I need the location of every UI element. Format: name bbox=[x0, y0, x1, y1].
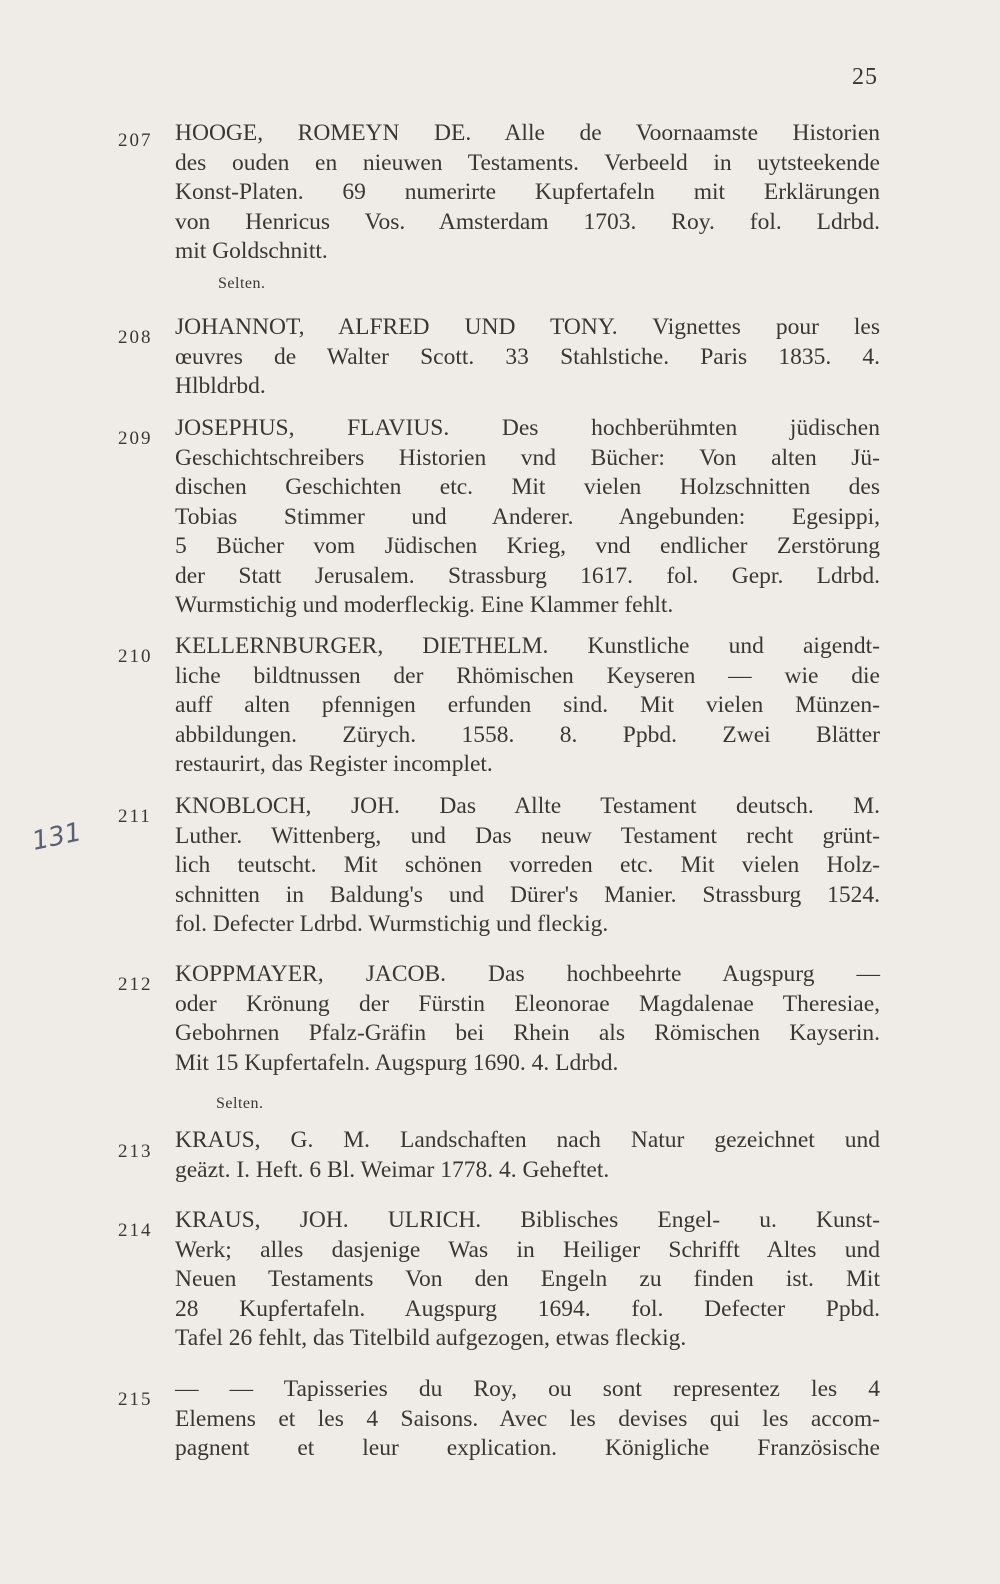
entry-line: Tobias Stimmer und Anderer. Angebunden: Egesippi, bbox=[175, 503, 880, 530]
entry-line: geäzt. I. Heft. 6 Bl. Weimar 1778. 4. Geheftet. bbox=[175, 1156, 610, 1183]
entry-number: 211 bbox=[118, 806, 152, 827]
entry-number: 209 bbox=[118, 428, 153, 449]
entry-line: liche bildtnussen der Rhömischen Keyseren — wie die bbox=[175, 662, 880, 689]
entry-line: Neuen Testaments Von den Engeln zu finden ist. Mit bbox=[175, 1266, 880, 1292]
entry-number: 212 bbox=[118, 974, 153, 995]
entry-line: Gebohrnen Pfalz-Gräfin bei Rhein als Römischen Kayserin. bbox=[175, 1020, 880, 1046]
entry-line: œuvres de Walter Scott. 33 Stahlstiche. Paris 1835. 4. bbox=[175, 343, 880, 370]
entry-line: der Statt Jerusalem. Strassburg 1617. fol. Gepr. Ldrbd. bbox=[175, 562, 880, 589]
entry-line: — — Tapisseries du Roy, ou sont representez les 4 bbox=[175, 1376, 880, 1402]
entry-line: auff alten pfennigen erfunden sind. Mit vielen Münzen- bbox=[175, 692, 880, 718]
entry-text bbox=[175, 414, 880, 621]
entry-line: pagnent et leur explication. Königliche Französische bbox=[175, 1435, 880, 1461]
entry-line: JOHANNOT, ALFRED UND TONY. Vignettes pour les bbox=[175, 314, 880, 340]
entry-line: Wurmstichig und moderfleckig. Eine Klammer fehlt. bbox=[175, 592, 674, 618]
entry-text bbox=[175, 313, 880, 402]
entry-text bbox=[175, 792, 880, 940]
entry-line: von Henricus Vos. Amsterdam 1703. Roy. fol. Ldrbd. bbox=[175, 208, 880, 235]
entry-line: dischen Geschichten etc. Mit vielen Holzschnitten des bbox=[175, 474, 880, 500]
entry-line: oder Krönung der Fürstin Eleonorae Magdalenae Theresiae, bbox=[175, 990, 880, 1017]
entry-line: Werk; alles dasjenige Was in Heiliger Schrifft Altes und bbox=[175, 1236, 880, 1263]
handwritten-margin-note: 131 bbox=[29, 817, 85, 857]
entry-text bbox=[175, 632, 880, 780]
entry-line: lich teutscht. Mit schönen vorreden etc. Mit vielen Holz- bbox=[175, 852, 880, 878]
entry-line: Tafel 26 fehlt, das Titelbild aufgezogen, etwas fleckig. bbox=[175, 1325, 687, 1351]
page-number: 25 bbox=[852, 64, 878, 90]
entry-line: 28 Kupfertafeln. Augspurg 1694. fol. Defecter Ppbd. bbox=[175, 1295, 880, 1322]
entry-line: KRAUS, G. M. Landschaften nach Natur gezeichnet und bbox=[175, 1127, 880, 1153]
entry-text bbox=[175, 1206, 880, 1354]
entry-text bbox=[175, 119, 880, 267]
entry-number: 207 bbox=[118, 130, 153, 151]
entry-number: 214 bbox=[118, 1220, 153, 1241]
entry-note: Selten. bbox=[216, 1095, 264, 1112]
entry-line: JOSEPHUS, FLAVIUS. Des hochberühmten jüdischen bbox=[175, 415, 880, 441]
entry-text bbox=[175, 1126, 880, 1185]
entry-line: restaurirt, das Register incomplet. bbox=[175, 751, 493, 777]
entry-line: fol. Defecter Ldrbd. Wurmstichig und fleckig. bbox=[175, 911, 609, 937]
entry-line: KRAUS, JOH. ULRICH. Biblisches Engel- u. Kunst- bbox=[175, 1207, 880, 1233]
entry-line: KELLERNBURGER, DIETHELM. Kunstliche und aigendt- bbox=[175, 633, 880, 659]
entry-line: Mit 15 Kupfertafeln. Augspurg 1690. 4. Ldrbd. bbox=[175, 1049, 619, 1076]
entry-line: mit Goldschnitt. bbox=[175, 238, 328, 264]
entry-number: 215 bbox=[118, 1389, 153, 1410]
entry-line: HOOGE, ROMEYN DE. Alle de Voornaamste Historien bbox=[175, 120, 880, 146]
entry-line: des ouden en nieuwen Testaments. Verbeeld in uytsteekende bbox=[175, 149, 880, 176]
entry-number: 208 bbox=[118, 327, 153, 348]
entry-line: Hlbldrbd. bbox=[175, 373, 266, 399]
entry-line: KOPPMAYER, JACOB. Das hochbeehrte Augspurg — bbox=[175, 961, 880, 987]
entry-line: abbildungen. Zürych. 1558. 8. Ppbd. Zwei Blätter bbox=[175, 721, 880, 748]
entry-line: Geschichtschreibers Historien vnd Bücher: Von alten Jü- bbox=[175, 444, 880, 471]
entry-text bbox=[175, 960, 880, 1078]
entry-line: Konst-Platen. 69 numerirte Kupfertafeln mit Erklärungen bbox=[175, 179, 880, 205]
entry-number: 213 bbox=[118, 1141, 153, 1162]
entry-line: 5 Bücher vom Jüdischen Krieg, vnd endlicher Zerstörung bbox=[175, 533, 880, 559]
entry-text bbox=[175, 1375, 880, 1464]
entry-line: Luther. Wittenberg, und Das neuw Testament recht grünt- bbox=[175, 822, 880, 849]
entry-number: 210 bbox=[118, 646, 153, 667]
entry-line: schnitten in Baldung's und Dürer's Manier. Strassburg 1524. bbox=[175, 881, 880, 908]
entry-line: KNOBLOCH, JOH. Das Allte Testament deutsch. M. bbox=[175, 793, 880, 819]
entry-line: Elemens et les 4 Saisons. Avec les devises qui les accom- bbox=[175, 1405, 880, 1432]
entry-note: Selten. bbox=[218, 275, 266, 292]
